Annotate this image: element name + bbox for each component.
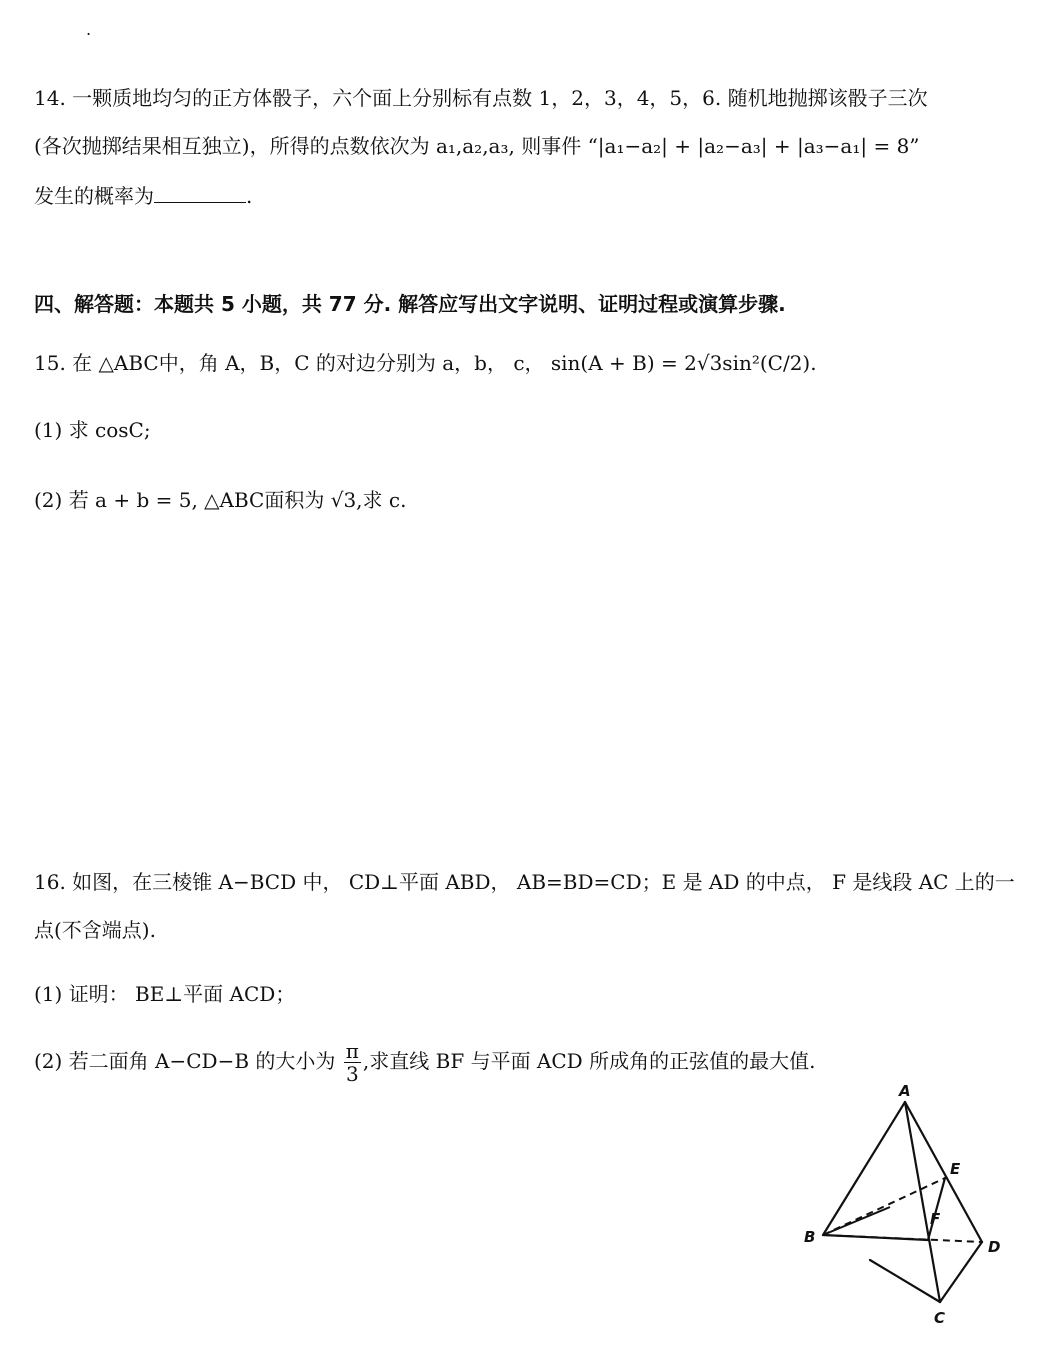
q14-line3 (34, 180, 252, 209)
pi-over-3-fraction (344, 1040, 361, 1085)
q16-stem-line1: 16. 如图，在三棱锥 A−BCD 中， CD⊥平面 ABD， AB=BD=CD；E 是 AD 的中点， F 是线段 AC 上的一 (34, 870, 1015, 894)
vertex-label-C: C (934, 1309, 946, 1327)
q16-part1: (1) 证明： BE⊥平面 ACD； (34, 982, 296, 1006)
tetrahedron-figure (790, 1080, 1020, 1335)
edge-BC (870, 1260, 940, 1302)
q16-part2-suffix: ,求直线 BF 与平面 ACD 所成角的正弦值的最大值. (362, 1049, 816, 1073)
q15-stem: 15. 在 △ABC中，角 A，B，C 的对边分别为 a，b， c， sin(A + B) = 2√3sin²(C/2). (34, 351, 817, 375)
segment-FE (928, 1178, 945, 1240)
vertex-label-A: A (899, 1082, 911, 1100)
point-label-E: E (950, 1160, 961, 1178)
section-heading: 四、解答题：本题共 5 小题，共 77 分. 解答应写出文字说明、证明过程或演算步骤. (34, 292, 786, 316)
edge-CD (940, 1242, 982, 1302)
q16-part2-prefix: (2) 若二面角 A−CD−B 的大小为 (34, 1049, 336, 1073)
q14-line3-suffix: . (246, 184, 253, 208)
segment-BE-visible-part (823, 1207, 890, 1235)
fraction-numerator: π (345, 1039, 359, 1063)
q15-part1: (1) 求 cosC; (34, 418, 151, 442)
answer-blank (154, 184, 246, 203)
q16-part2 (34, 1040, 815, 1085)
vertex-label-D: D (988, 1238, 1001, 1256)
q14-line2: (各次抛掷结果相互独立)，所得的点数依次为 a₁,a₂,a₃, 则事件 “|a₁−a₂| + |a₂−a₃| + |a₃−a₁| = 8” (34, 134, 920, 158)
q14-line3-prefix: 发生的概率为 (34, 184, 154, 208)
edge-AB (823, 1102, 905, 1235)
q16-stem-line2: 点(不含端点). (34, 918, 156, 942)
vertex-label-B: B (804, 1228, 816, 1246)
q14-line1: 14. 一颗质地均匀的正方体骰子，六个面上分别标有点数 1，2，3，4，5，6. 随机地抛掷该骰子三次 (34, 86, 928, 110)
top-mark: . (86, 20, 92, 39)
fraction-denominator: 3 (345, 1062, 359, 1086)
point-label-F: F (930, 1210, 941, 1228)
q15-part2: (2) 若 a + b = 5, △ABC面积为 √3,求 c. (34, 488, 407, 512)
